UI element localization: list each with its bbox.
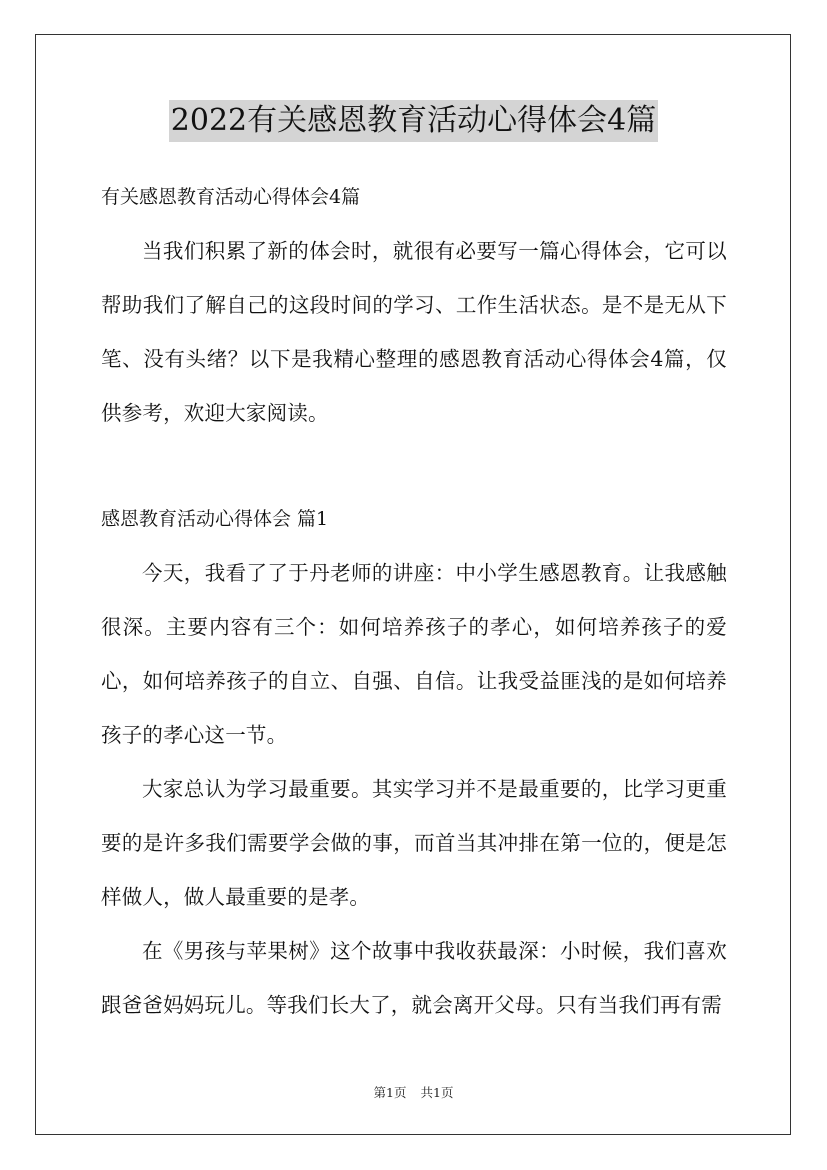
body-paragraph: 在《男孩与苹果树》这个故事中我收获最深：小时候，我们喜欢跟爸爸妈妈玩儿。等我们长大了，就会离开父母。只有当我们再有需 (101, 939, 727, 1017)
title-container (0, 100, 827, 142)
section-gap (101, 440, 727, 492)
page-total: 共1页 (420, 1085, 454, 1100)
intro-paragraph: 当我们积累了新的体会时，就很有必要写一篇心得体会，它可以帮助我们了解自己的这段时间的学习、工作生活状态。是不是无从下笔、没有头绪？以下是我精心整理的感恩教育活动心得体会4篇，仅供参考，欢迎大家阅读。 (101, 239, 727, 425)
section-heading: 感恩教育活动心得体会 篇1 (101, 508, 329, 530)
document-subtitle: 有关感恩教育活动心得体会4篇 (101, 186, 361, 208)
page-footer (0, 1083, 827, 1101)
document-title: 2022有关感恩教育活动心得体会4篇 (169, 100, 658, 142)
body-paragraph: 今天，我看了了于丹老师的讲座：中小学生感恩教育。让我感触很深。主要内容有三个：如何培养孩子的孝心，如何培养孩子的爱心，如何培养孩子的自立、自强、自信。让我受益匪浅的是如何培养孩子的孝心这一节。 (101, 561, 727, 747)
body-paragraph: 大家总认为学习最重要。其实学习并不是最重要的，比学习更重要的是许多我们需要学会做的事，而首当其冲排在第一位的，便是怎样做人，做人最重要的是孝。 (101, 777, 727, 909)
page-number: 第1页 (373, 1085, 407, 1100)
document-body (101, 170, 727, 1032)
